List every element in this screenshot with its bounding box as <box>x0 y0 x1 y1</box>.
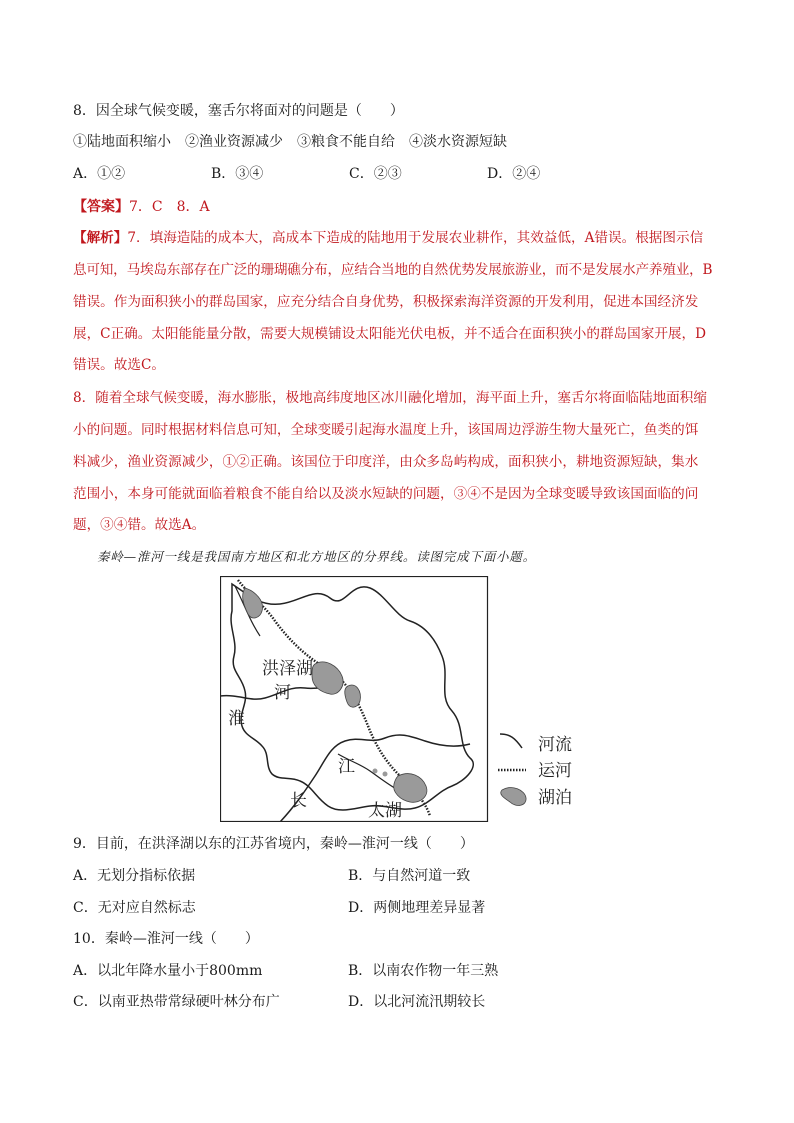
q10-option-b: B．以南农作物一年三熟 <box>348 963 499 979</box>
label-hongze: 洪泽湖 <box>262 659 313 678</box>
analysis-line-6: 8．随着全球气候变暖，海水膨胀，极地高纬度地区冰川融化增加，海平面上升，塞舌尔将面临陆地面积缩 <box>73 390 707 406</box>
legend-canal-label: 运河 <box>538 761 572 780</box>
qinling-huaihe-map <box>220 576 590 822</box>
analysis-line-3: 错误。作为面积狭小的群岛国家，应充分结合自身优势，积极探索海洋资源的开发利用，促进本国经济发 <box>73 294 699 310</box>
label-jiang: 江 <box>338 757 355 776</box>
q9-option-d: D．两侧地理差异显著 <box>348 900 486 916</box>
q10-stem: 10．秦岭—淮河一线（ ） <box>73 931 259 947</box>
small-lake <box>383 772 388 777</box>
analysis-line-2: 息可知，马埃岛东部存在广泛的珊瑚礁分布，应结合当地的自然优势发展旅游业，而不是发展水产养殖业，B <box>73 262 713 278</box>
q10-option-d: D．以北河流汛期较长 <box>348 994 486 1010</box>
analysis-line-5: 错误。故选C。 <box>73 357 165 373</box>
answer-text: 7．C 8．A <box>129 199 210 215</box>
analysis-line-4: 展，C正确。太阳能能量分散，需要大规模铺设太阳能光伏电板，并不适合在面积狭小的群岛国家开展，D <box>73 326 707 342</box>
q8-stem: 8．因全球气候变暖，塞舌尔将面对的问题是（ ） <box>73 103 404 119</box>
q8-items: ①陆地面积缩小 ②渔业资源减少 ③粮食不能自给 ④淡水资源短缺 <box>73 134 507 150</box>
legend-river-symbol <box>500 734 522 748</box>
analysis-line-1: 【解析】7．填海造陆的成本大，高成本下造成的陆地用于发展农业耕作，其效益低，A错误。根据图示信 <box>73 230 704 246</box>
answer-tag: 【答案】 <box>73 199 129 215</box>
label-chang: 长 <box>290 791 307 810</box>
q9-stem: 9．目前，在洪泽湖以东的江苏省境内，秦岭—淮河一线（ ） <box>73 836 474 852</box>
small-lake <box>373 769 378 774</box>
analysis-line-7: 小的问题。同时根据材料信息可知，全球变暖引起海水温度上升，该国周边浮游生物大量死亡，鱼类的饵 <box>73 422 699 438</box>
label-taihu: 太湖 <box>368 801 402 820</box>
legend-lake-label: 湖泊 <box>538 788 572 807</box>
analysis-line-10: 题，③④错。故选A。 <box>73 517 206 533</box>
label-huai: 淮 <box>228 709 245 728</box>
answer-line <box>73 197 210 217</box>
analysis-line-8: 料减少，渔业资源减少，①②正确。该国位于印度洋，由众多岛屿构成，面积狭小，耕地资源短缺，集水 <box>73 454 699 470</box>
analysis-tag: 【解析】 <box>73 230 128 246</box>
q9-option-c: C．无对应自然标志 <box>73 900 196 916</box>
q8-option-c: C．②③ <box>349 166 402 182</box>
q10-option-c: C．以南亚热带常绿硬叶林分布广 <box>73 994 280 1010</box>
analysis-line-9: 范围小，本身可能就面临着粮食不能自给以及淡水短缺的问题，③④不是因为全球变暖导致该国面临的问 <box>73 486 699 502</box>
legend-river-label: 河流 <box>538 735 572 754</box>
map-intro: 秦岭—淮河一线是我国南方地区和北方地区的分界线。读图完成下面小题。 <box>97 549 536 564</box>
q8-option-d: D．②④ <box>487 166 541 182</box>
legend-lake-symbol <box>501 788 526 806</box>
q8-option-a: A．①② <box>73 166 126 182</box>
q9-option-b: B．与自然河道一致 <box>348 868 471 884</box>
label-he: 河 <box>274 683 291 702</box>
q10-option-a: A．以北年降水量小于800mm <box>73 963 263 979</box>
q8-option-b: B．③④ <box>211 166 264 182</box>
q9-option-a: A．无划分指标依据 <box>73 868 196 884</box>
